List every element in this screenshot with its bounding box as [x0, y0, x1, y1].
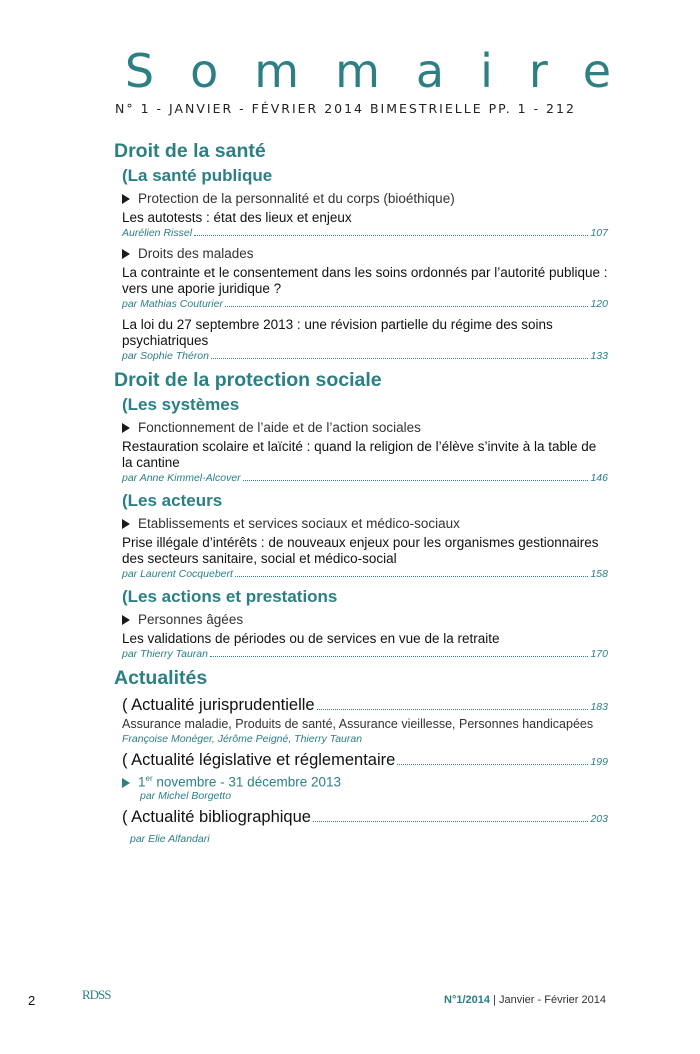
footer-issue-number: N°1/2014 [444, 994, 491, 1006]
leader-dots [317, 709, 589, 710]
topic-heading [122, 516, 608, 531]
actualite-jurisprudentielle-row[interactable] [122, 696, 608, 715]
article-byline [122, 647, 608, 661]
section-title: Actualités [114, 667, 208, 689]
article-byline [122, 297, 608, 311]
article-author: par Laurent Cocquebert [122, 568, 233, 580]
triangle-bullet-icon [122, 778, 130, 788]
actualite-description: Assurance maladie, Produits de santé, Assurance vieillesse, Personnes handicapées [122, 717, 594, 731]
issue-subtitle: N° 1 - JANVIER - FÉVRIER 2014 BIMESTRIELLE PP. 1 - 212 [115, 101, 576, 116]
leader-dots [313, 821, 589, 822]
topic-heading [122, 191, 608, 206]
article-byline [122, 471, 608, 485]
subsection-title: (La santé publique [122, 166, 273, 185]
actualite-author: par Michel Borgetto [140, 789, 232, 802]
triangle-bullet-icon [122, 519, 130, 529]
triangle-bullet-icon [122, 423, 130, 433]
article-page: 146 [590, 472, 608, 484]
rdss-logo: RDSS [82, 987, 111, 1002]
article-author: par Sophie Théron [122, 350, 209, 362]
section-title: Droit de la protection sociale [114, 369, 382, 391]
period-day: 1 [138, 774, 146, 790]
period-rest: novembre - 31 décembre 2013 [152, 774, 342, 790]
actualite-authors: Françoise Monéger, Jérôme Peigné, Thierry Tauran [122, 733, 363, 745]
leader-dots [225, 306, 589, 307]
leader-dots [194, 235, 588, 236]
subsection-title: (Les acteurs [122, 491, 223, 510]
subsection-title: (Les actions et prestations [122, 587, 338, 606]
leader-dots [243, 480, 589, 481]
article-title[interactable]: Restauration scolaire et laïcité : quand la religion de l’élève s’invite à la table de la cantine [122, 439, 597, 470]
table-of-contents [114, 136, 608, 849]
article-title[interactable]: Les autotests : état des lieux et enjeux [122, 210, 352, 225]
actualite-period [122, 774, 608, 790]
article-byline [122, 567, 608, 581]
topic-heading [122, 420, 608, 435]
article-title[interactable]: La loi du 27 septembre 2013 : une révision partielle du régime des soins psychiatriques [122, 317, 553, 348]
page-title: Sommaire [124, 44, 648, 98]
article-author: Aurélien Rissel [122, 227, 193, 239]
article-page: 107 [590, 227, 608, 239]
article-byline [122, 349, 608, 363]
topic-label: Protection de la personnalité et du corps (bioéthique) [138, 191, 455, 206]
topic-label: Etablissements et services sociaux et médico-sociaux [138, 516, 460, 531]
article-title[interactable]: Les validations de périodes ou de services en vue de la retraite [122, 631, 500, 646]
topic-heading [122, 612, 608, 627]
footer-separator: | [490, 994, 499, 1006]
topic-label: Personnes âgées [138, 612, 244, 627]
topic-heading [122, 246, 608, 261]
subsection-title: (Les systèmes [122, 395, 240, 414]
article-page: 170 [590, 648, 608, 660]
footer-date: Janvier - Février 2014 [499, 994, 606, 1006]
footer-issue-info [444, 994, 606, 1006]
leader-dots [211, 358, 588, 359]
actualite-bibliographique-row[interactable] [122, 808, 608, 827]
article-page: 133 [590, 350, 608, 362]
topic-label: Droits des malades [138, 246, 254, 261]
actualite-page: 199 [590, 756, 608, 768]
article-author: par Anne Kimmel-Alcover [122, 472, 241, 484]
article-byline [122, 226, 608, 240]
actualite-title: ( Actualité législative et réglementaire [122, 751, 396, 769]
triangle-bullet-icon [122, 249, 130, 259]
triangle-bullet-icon [122, 615, 130, 625]
topic-label: Fonctionnement de l’aide et de l’action sociales [138, 420, 421, 435]
actualite-title: ( Actualité jurisprudentielle [122, 696, 315, 714]
article-title[interactable]: La contrainte et le consentement dans les soins ordonnés par l’autorité publique : vers une aporie juridique ? [122, 265, 608, 296]
article-author: par Mathias Couturier [122, 298, 223, 310]
actualite-page: 183 [590, 701, 608, 713]
leader-dots [397, 764, 588, 765]
actualite-legislative-row[interactable] [122, 751, 608, 770]
section-title: Droit de la santé [114, 140, 266, 162]
leader-dots [235, 576, 589, 577]
actualite-title: ( Actualité bibliographique [122, 807, 311, 826]
triangle-bullet-icon [122, 194, 130, 204]
article-author: par Thierry Tauran [122, 648, 208, 660]
article-page: 120 [590, 298, 608, 310]
article-page: 158 [590, 568, 608, 580]
period-day-suffix: er [145, 774, 153, 783]
actualite-page: 203 [590, 812, 608, 825]
article-title[interactable]: Prise illégale d’intérêts : de nouveaux enjeux pour les organismes gestionnaires des secteurs sanitaire, social et médico-social [122, 535, 599, 566]
page-number: 2 [28, 993, 36, 1008]
actualite-author: par Elie Alfandari [130, 832, 210, 845]
leader-dots [210, 656, 588, 657]
